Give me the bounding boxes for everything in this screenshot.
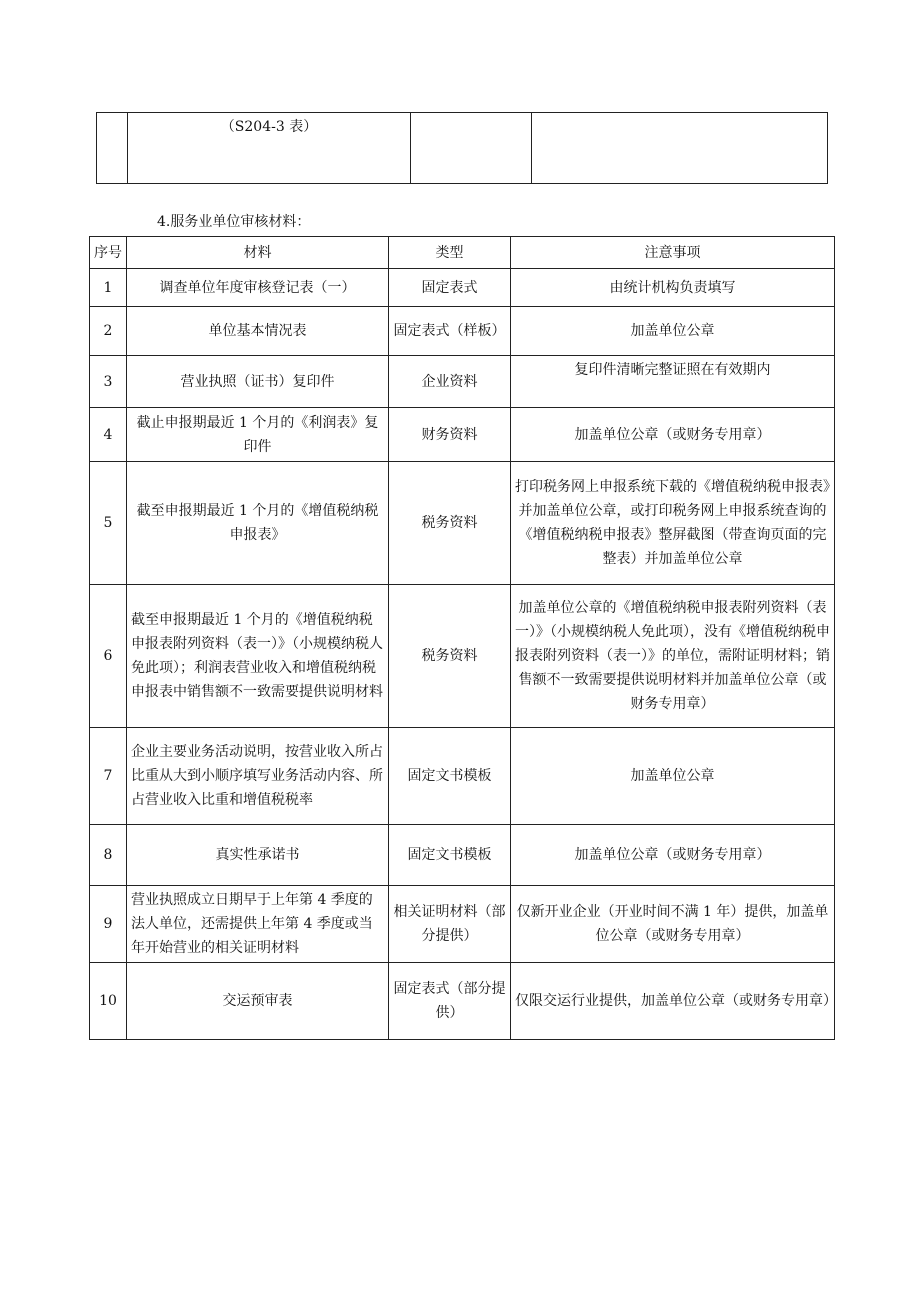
row-note: 加盖单位公章（或财务专用章）: [511, 825, 835, 886]
row-material: 企业主要业务活动说明，按营业收入所占比重从大到小顺序填写业务活动内容、所占营业收入比重和增值税税率: [127, 728, 389, 825]
row-note: 由统计机构负责填写: [511, 269, 835, 307]
row-type: 固定文书模板: [389, 728, 511, 825]
header-no: 序号: [90, 237, 127, 269]
table-row: [90, 728, 835, 825]
row-type: 固定表式（样板）: [389, 307, 511, 356]
row-no: 6: [90, 585, 127, 728]
row-material: 交运预审表: [127, 963, 389, 1040]
row-note: 加盖单位公章的《增值税纳税申报表附列资料（表一）》（小规模纳税人免此项），没有《增值税纳税申报表附列资料（表一）》的单位，需附证明材料；销售额不一致需要提供说明材料并加盖单位公章（或财务专用章）: [511, 585, 835, 728]
row-material: 营业执照成立日期早于上年第 4 季度的法人单位，还需提供上年第 4 季度或当年开始营业的相关证明材料: [127, 886, 389, 963]
table-header-row: [90, 237, 835, 269]
materials-table: [89, 236, 835, 1040]
row-material: 截止申报期最近 1 个月的《利润表》复印件: [127, 408, 389, 462]
header-note: 注意事项: [511, 237, 835, 269]
row-no: 8: [90, 825, 127, 886]
row-material: 截至申报期最近 1 个月的《增值税纳税申报表》: [127, 462, 389, 585]
row-no: 2: [90, 307, 127, 356]
row-material: 营业执照（证书）复印件: [127, 356, 389, 408]
row-type: 固定文书模板: [389, 825, 511, 886]
row-note: 仅新开业企业（开业时间不满 1 年）提供，加盖单位公章（或财务专用章）: [511, 886, 835, 963]
row-type: 财务资料: [389, 408, 511, 462]
row-type: 相关证明材料（部分提供）: [389, 886, 511, 963]
row-no: 9: [90, 886, 127, 963]
table-row: [90, 462, 835, 585]
row-note: 加盖单位公章: [511, 307, 835, 356]
row-no: 4: [90, 408, 127, 462]
row-material: 单位基本情况表: [127, 307, 389, 356]
table-row: [90, 963, 835, 1040]
row-type: 固定表式（部分提供）: [389, 963, 511, 1040]
table-row: [90, 585, 835, 728]
row-no: 10: [90, 963, 127, 1040]
row-type: 企业资料: [389, 356, 511, 408]
row-material: 真实性承诺书: [127, 825, 389, 886]
continued-table: [96, 112, 828, 184]
header-material: 材料: [127, 237, 389, 269]
table-cell: [532, 113, 828, 184]
table-row: [90, 307, 835, 356]
row-no: 1: [90, 269, 127, 307]
row-no: 7: [90, 728, 127, 825]
row-type: 税务资料: [389, 462, 511, 585]
table-row: [90, 408, 835, 462]
table-cell: （S204-3 表）: [128, 113, 411, 184]
row-material: 截至申报期最近 1 个月的《增值税纳税申报表附列资料（表一）》（小规模纳税人免此项）；利润表营业收入和增值税纳税申报表中销售额不一致需要提供说明材料: [127, 585, 389, 728]
table-row: [90, 356, 835, 408]
table-row: [90, 269, 835, 307]
row-no: 5: [90, 462, 127, 585]
row-note: 仅限交运行业提供，加盖单位公章（或财务专用章）: [511, 963, 835, 1040]
row-material: 调查单位年度审核登记表（一）: [127, 269, 389, 307]
table-cell: [97, 113, 128, 184]
section-title: 4.服务业单位审核材料：: [157, 214, 311, 230]
row-type: 固定表式: [389, 269, 511, 307]
row-no: 3: [90, 356, 127, 408]
row-note: 复印件清晰完整证照在有效期内: [511, 356, 835, 408]
row-type: 税务资料: [389, 585, 511, 728]
table-cell: [411, 113, 532, 184]
table-row: [90, 825, 835, 886]
table-row: [90, 886, 835, 963]
table-row: [97, 113, 828, 184]
row-note: 打印税务网上申报系统下载的《增值税纳税申报表》并加盖单位公章，或打印税务网上申报系统查询的《增值税纳税申报表》整屏截图（带查询页面的完整表）并加盖单位公章: [511, 462, 835, 585]
header-type: 类型: [389, 237, 511, 269]
row-note: 加盖单位公章（或财务专用章）: [511, 408, 835, 462]
row-note: 加盖单位公章: [511, 728, 835, 825]
